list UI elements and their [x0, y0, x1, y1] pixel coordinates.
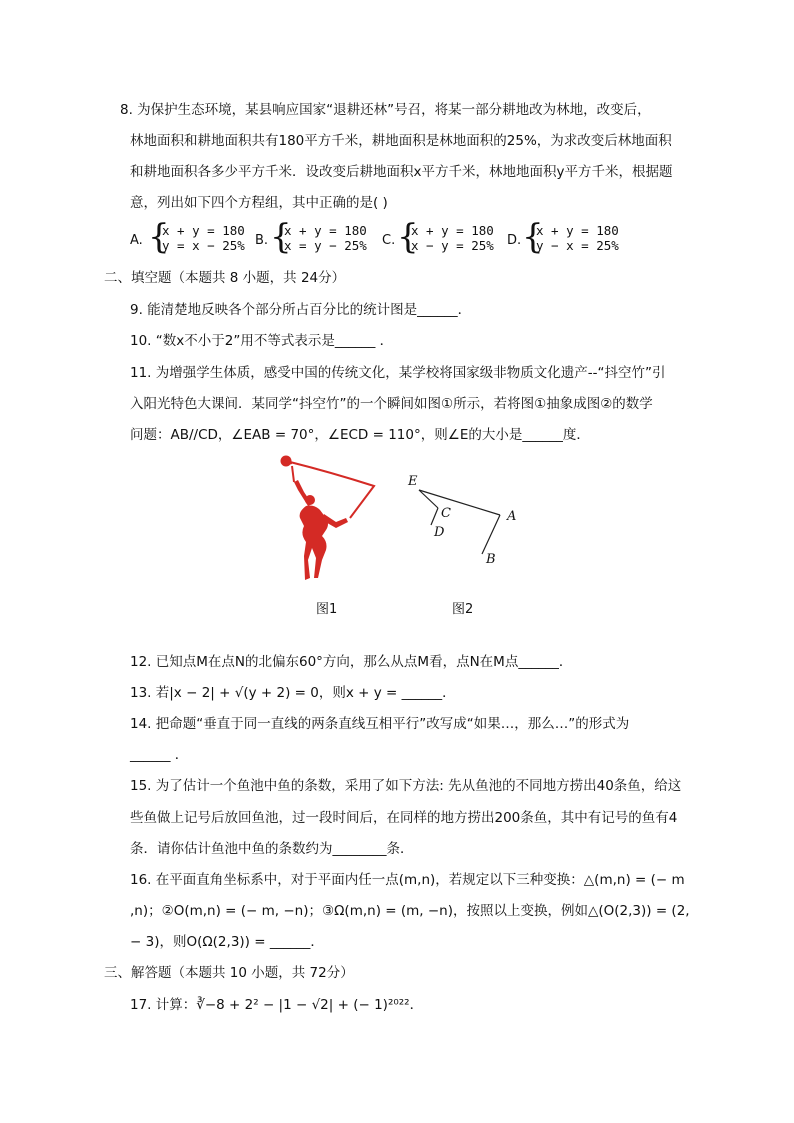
q14-line-2: ______ ．: [130, 747, 189, 763]
q8-line-2: 林地面积和耕地面积共有180平方千米，耕地面积是林地面积的25%，为求改变后林地面积: [130, 133, 672, 149]
q16-line-2: ,n)；②O(m,n) = (− m, −n)；③Ω(m,n) = (m, −n)，按照以上变换，例如△(O(2,3)) = (2,: [130, 903, 690, 919]
q10: 10. “数x不小于2”用不等式表示是______ ．: [130, 333, 394, 349]
segment-CD: [431, 508, 438, 525]
label-A: A: [507, 509, 517, 524]
stick-1: [292, 466, 294, 482]
q11-line-2: 入阳光特色大课间．某同学“抖空竹”的一个瞬间如图①所示，若将图①抽象成图②的数学: [130, 396, 653, 412]
figure-2-geometry: [400, 470, 530, 580]
q8-line-3: 和耕地面积各多少平方千米．设改变后耕地面积x平方千米，林地地面积y平方千米，根据题: [130, 164, 673, 180]
figure-2-caption: 图2: [452, 602, 474, 617]
equation-1: x + y = 180: [536, 223, 619, 238]
equation-1: x + y = 180: [411, 223, 494, 238]
section-3-heading: 三、解答题（本题共 10 小题，共 72分）: [104, 965, 354, 981]
option-label: D.: [507, 233, 522, 248]
q13: 13. 若|x − 2| + √(y + 2) = 0，则x + y = ______．: [130, 685, 456, 701]
q16-line-3: − 3)，则O(Ω(2,3)) = ______．: [130, 934, 324, 950]
q11-line-3: 问题：AB//CD，∠EAB = 70°，∠ECD = 110°，则∠E的大小是______度．: [130, 427, 590, 443]
equation-2: y = x − 25%: [162, 238, 245, 253]
segment-AB: [482, 515, 500, 554]
q15-line-2: 些鱼做上记号后放回鱼池，过一段时间后，在同样的地方捞出200条鱼，其中有记号的鱼有4: [130, 810, 678, 826]
equation-2: y − x = 25%: [536, 238, 619, 253]
brace: {: [270, 217, 292, 257]
q15-line-3: 条．请你估计鱼池中鱼的条数约为________条．: [130, 841, 414, 857]
q17: 17. 计算：∛−8 + 2² − |1 − √2| + (− 1)²⁰²²．: [130, 997, 424, 1013]
q8-line-4: 意，列出如下四个方程组，其中正确的是( ): [130, 195, 388, 211]
equation-2: x = y − 25%: [284, 238, 367, 253]
brace: {: [522, 217, 544, 257]
equation-1: x + y = 180: [162, 223, 245, 238]
q12: 12. 已知点M在点N的北偏东60°方向，那么从点M看，点N在M点______．: [130, 654, 573, 670]
label-C: C: [441, 506, 451, 521]
q11-line-1: 11. 为增强学生体质，感受中国的传统文化，某学校将国家级非物质文化遗产--“抖空竹”引: [130, 365, 666, 381]
brace: {: [148, 217, 170, 257]
figure-1-caption: 图1: [316, 602, 338, 617]
q15-line-1: 15. 为了估计一个鱼池中鱼的条数，采用了如下方法: 先从鱼池的不同地方捞出40条鱼，给这: [130, 778, 682, 794]
label-D: D: [434, 525, 445, 540]
label-B: B: [486, 552, 496, 567]
equation-1: x + y = 180: [284, 223, 367, 238]
label-E: E: [408, 474, 418, 489]
q16-line-1: 16. 在平面直角坐标系中，对于平面内任一点(m,n)，若规定以下三种变换：△(m,n) = (− m: [130, 872, 685, 888]
figure-1-diddle-player: [270, 452, 390, 587]
section-2-heading: 二、填空题（本题共 8 小题，共 24分）: [104, 270, 346, 286]
option-label: C.: [382, 233, 396, 248]
q14-line-1: 14. 把命题“垂直于同一直线的两条直线互相平行”改写成“如果…，那么…”的形式为: [130, 716, 630, 732]
segment-EA: [419, 490, 500, 515]
q8-line-1: 8. 为保护生态环境，某县响应国家“退耕还林”号召，将某一部分耕地改为林地，改变后，: [120, 102, 651, 118]
brace: {: [397, 217, 419, 257]
option-label: B.: [255, 233, 269, 248]
q9: 9. 能清楚地反映各个部分所占百分比的统计图是______．: [130, 302, 472, 318]
equation-2: x − y = 25%: [411, 238, 494, 253]
option-label: A.: [130, 233, 143, 248]
